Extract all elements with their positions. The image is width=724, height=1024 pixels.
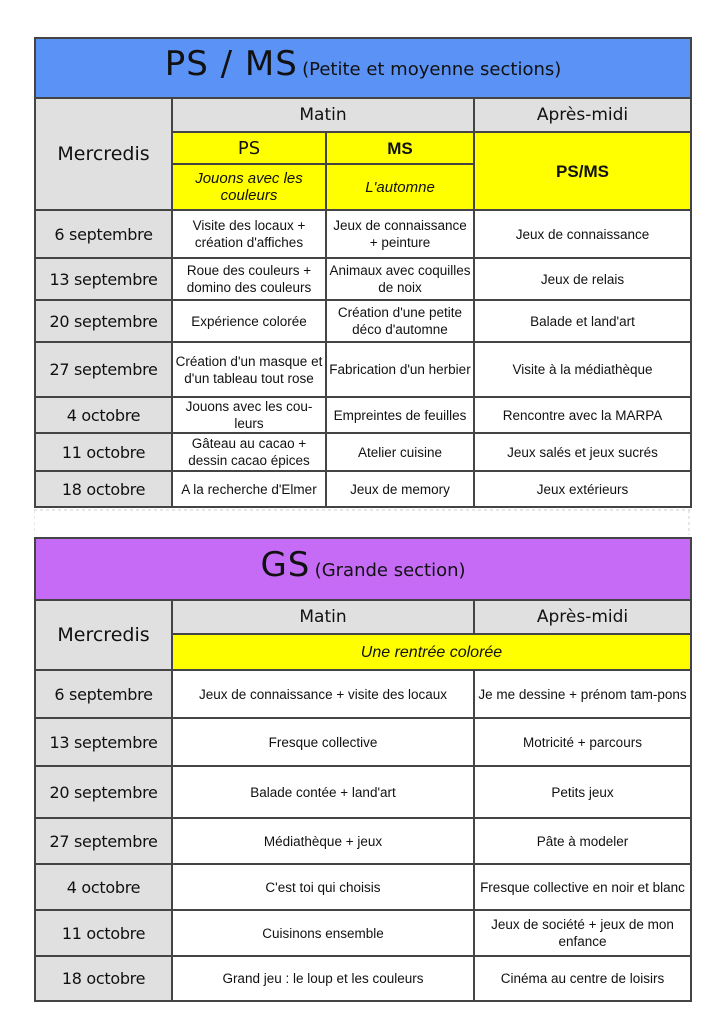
ps-ms-schedule-table (34, 37, 692, 508)
afternoon-activity: Visite à la médiathèque (474, 342, 691, 397)
gs-morning-header: Matin (172, 600, 474, 634)
afternoon-activity: Fresque collective en noir et blanc (474, 864, 691, 910)
table-row (35, 718, 691, 766)
date-cell: 27 septembre (35, 342, 172, 397)
table-row (35, 818, 691, 864)
ms-activity: Création d'une petite déco d'automne (326, 300, 474, 342)
afternoon-activity: Petits jeux (474, 766, 691, 818)
date-cell: 20 septembre (35, 766, 172, 818)
date-cell: 13 septembre (35, 258, 172, 300)
ms-group-header: MS (326, 132, 474, 164)
table-row (35, 956, 691, 1001)
date-cell: 13 septembre (35, 718, 172, 766)
ps-ms-day-header: Mercredis (35, 98, 172, 210)
ps-ms-morning-header: Matin (172, 98, 474, 132)
ps-activity: Visite des locaux + création d'affiches (172, 210, 326, 258)
afternoon-activity: Jeux de relais (474, 258, 691, 300)
morning-activity: Grand jeu : le loup et les couleurs (172, 956, 474, 1001)
morning-activity: Jeux de connaissance + visite des locaux (172, 670, 474, 718)
afternoon-activity: Jeux extérieurs (474, 471, 691, 507)
ps-activity: Jouons avec les cou-leurs (172, 397, 326, 433)
morning-activity: Balade contée + land'art (172, 766, 474, 818)
ms-activity: Atelier cuisine (326, 433, 474, 471)
date-cell: 27 septembre (35, 818, 172, 864)
date-cell: 11 octobre (35, 433, 172, 471)
morning-activity: Fresque collective (172, 718, 474, 766)
gs-title-sub: (Grande section) (314, 560, 466, 581)
date-cell: 18 octobre (35, 471, 172, 507)
ps-ms-title-main: PS / MS (164, 44, 298, 84)
date-cell: 20 septembre (35, 300, 172, 342)
table-row (35, 258, 691, 300)
ps-ms-afternoon-header: Après-midi (474, 98, 691, 132)
section-divider (34, 509, 690, 535)
gs-title (35, 538, 691, 600)
ms-theme: L'automne (326, 164, 474, 210)
afternoon-activity: Cinéma au centre de loisirs (474, 956, 691, 1001)
afternoon-activity: Jeux de connaissance (474, 210, 691, 258)
ps-activity: Roue des couleurs + domino des couleurs (172, 258, 326, 300)
gs-theme: Une rentrée colorée (172, 634, 691, 670)
ps-activity: Création d'un masque et d'un tableau tout rose (172, 342, 326, 397)
ps-activity: Expérience colorée (172, 300, 326, 342)
afternoon-activity: Rencontre avec la MARPA (474, 397, 691, 433)
table-row (35, 397, 691, 433)
table-row (35, 433, 691, 471)
date-cell: 4 octobre (35, 864, 172, 910)
table-row (35, 864, 691, 910)
gs-day-header: Mercredis (35, 600, 172, 670)
ms-activity: Fabrication d'un herbier (326, 342, 474, 397)
date-cell: 6 septembre (35, 210, 172, 258)
table-row (35, 766, 691, 818)
table-row (35, 471, 691, 507)
afternoon-activity: Jeux salés et jeux sucrés (474, 433, 691, 471)
ms-activity: Jeux de connaissance + peinture (326, 210, 474, 258)
table-row (35, 342, 691, 397)
date-cell: 18 octobre (35, 956, 172, 1001)
table-row (35, 210, 691, 258)
ps-ms-title (35, 38, 691, 98)
gs-schedule-table (34, 537, 692, 1002)
afternoon-activity: Je me dessine + prénom tam-pons (474, 670, 691, 718)
afternoon-activity: Motricité + parcours (474, 718, 691, 766)
date-cell: 6 septembre (35, 670, 172, 718)
ps-activity: A la recherche d'Elmer (172, 471, 326, 507)
ps-ms-title-sub: (Petite et moyenne sections) (302, 59, 562, 80)
table-row (35, 300, 691, 342)
morning-activity: Médiathèque + jeux (172, 818, 474, 864)
ps-activity: Gâteau au cacao + dessin cacao épices (172, 433, 326, 471)
afternoon-activity: Jeux de société + jeux de mon enfance (474, 910, 691, 956)
table-row (35, 910, 691, 956)
ps-theme: Jouons avec les couleurs (172, 164, 326, 210)
gs-afternoon-header: Après-midi (474, 600, 691, 634)
ms-activity: Jeux de memory (326, 471, 474, 507)
afternoon-activity: Pâte à modeler (474, 818, 691, 864)
gs-title-main: GS (260, 545, 311, 585)
morning-activity: Cuisinons ensemble (172, 910, 474, 956)
afternoon-activity: Balade et land'art (474, 300, 691, 342)
date-cell: 4 octobre (35, 397, 172, 433)
table-row (35, 670, 691, 718)
ms-activity: Animaux avec coquilles de noix (326, 258, 474, 300)
date-cell: 11 octobre (35, 910, 172, 956)
ms-activity: Empreintes de feuilles (326, 397, 474, 433)
ps-group-header: PS (172, 132, 326, 164)
morning-activity: C'est toi qui choisis (172, 864, 474, 910)
ps-ms-afternoon-group-header: PS/MS (474, 132, 691, 210)
